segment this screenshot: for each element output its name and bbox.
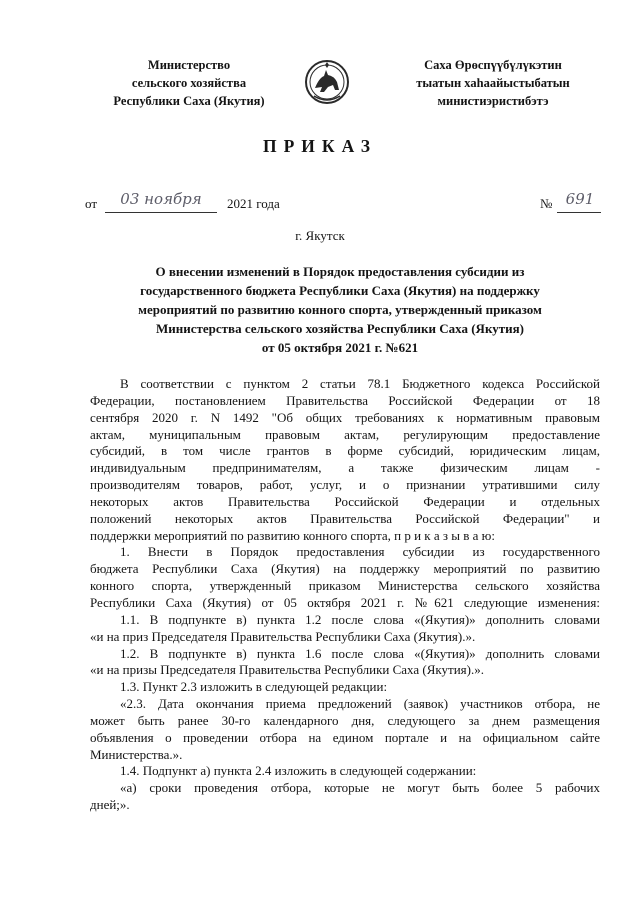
body-line: объявления о проведении отбора на едином портале и на официальном сайте <box>90 729 600 745</box>
body-line: Республики Саха (Якутия) от 05 октября 2021 г. №621 следующие изменения: <box>90 594 600 610</box>
body-line: субсидий, в том числе грантов в форме субсидий, юридическим лицам, <box>90 443 600 459</box>
city: г. Якутск <box>295 228 345 243</box>
body-line: конного спорта, утвержденный приказом Министерства сельского хозяйства <box>90 578 600 594</box>
handwritten-number: 691 <box>565 190 595 208</box>
subject-line: государственного бюджета Республики Саха (Якутия) на поддержку <box>140 283 540 298</box>
date-year: 2021 года <box>227 196 280 211</box>
body-line: производителям товаров, работ, услуг, и о признании утратившими силу <box>90 477 600 493</box>
body-line: может быть ранее 30-го календарного дня, следующего за днем размещения <box>90 712 600 728</box>
subject-line: О внесении изменений в Порядок предоставления субсидии из <box>155 264 525 279</box>
order-body <box>90 376 600 814</box>
body-line: сентября 2020 г. N 1492 "Об общих требованиях к нормативным правовым <box>90 409 600 425</box>
body-line: Федерации, постановлением Правительства Российской Федерации от 18 <box>90 392 600 408</box>
body-line: 1.2. В подпункте в) пункта 1.6 после слова «(Якутия)» дополнить словами <box>120 645 600 661</box>
body-line: 1. Внести в Порядок предоставления субсидии из государственного <box>120 544 600 560</box>
body-line: «а) сроки проведения отбора, которые не могут быть более 5 рабочих <box>120 780 600 796</box>
date-underline <box>105 212 217 213</box>
ministry-name-yakut <box>385 56 601 110</box>
body-line: В соответствии с пунктом 2 статьи 78.1 Бюджетного кодекса Российской <box>120 376 600 391</box>
subject-line: мероприятий по развитию конного спорта, утвержденный приказом <box>138 302 542 317</box>
ministry-name-line: Министерство <box>147 58 231 72</box>
ministry-name-line: министиэристибэтэ <box>437 94 549 108</box>
ministry-name-line: Саха Өрөспүүбүлүкэтин <box>424 58 562 72</box>
body-line: 1.4. Подпункт а) пункта 2.4 изложить в следующей содержании: <box>120 763 477 779</box>
body-line: 1.1. В подпункте в) пункта 1.2 после слова «(Якутия)» дополнить словами <box>120 611 600 627</box>
ministry-name-line: тыатын хаһаайыстыбатын <box>416 76 570 90</box>
body-line: дней;». <box>90 797 130 813</box>
body-line: 1.3. Пункт 2.3 изложить в следующей редакции: <box>120 679 388 695</box>
date-number-row <box>85 190 600 220</box>
body-line: поддержки мероприятий по развитию конного спорта, п р и к а з ы в а ю: <box>90 527 495 543</box>
number-sign: № <box>540 196 553 211</box>
order-subject <box>90 262 590 357</box>
body-line: «и на призы Председателя Правительства Республики Саха (Якутия).». <box>90 662 484 678</box>
coat-of-arms-emblem-icon <box>304 54 350 110</box>
body-line: «2.3. Дата окончания приема предложений (заявок) участников отбора, не <box>120 696 600 712</box>
document-title: ПРИКАЗ <box>262 136 378 156</box>
number-underline <box>557 212 601 213</box>
body-line: некоторых актов Правительства Российской Федерации и отдельных <box>90 493 600 509</box>
handwritten-date: 03 ноября <box>120 190 202 208</box>
subject-line: от 05 октября 2021 г. №621 <box>261 340 419 355</box>
body-line: актам, муниципальным правовым актам, регулирующим предоставление <box>90 426 600 442</box>
body-line: положений некоторых актов Правительства Российской Федерации" и <box>90 510 600 526</box>
body-line: бюджета Республики Саха (Якутия) на поддержку мероприятий по развитию <box>90 561 600 577</box>
date-prefix: от <box>85 196 98 211</box>
body-line: «и на приз Председателя Правительства Республики Саха (Якутия).». <box>90 628 476 644</box>
body-line: индивидуальным предпринимателям, а также физическим лицам - <box>90 460 600 476</box>
ministry-name-line: Республики Саха (Якутия) <box>113 94 265 108</box>
ministry-name-russian <box>84 56 294 110</box>
body-line: Министерства.». <box>90 746 183 762</box>
subject-line: Министерства сельского хозяйства Республики Саха (Якутия) <box>156 321 524 336</box>
ministry-name-line: сельского хозяйства <box>131 76 247 90</box>
